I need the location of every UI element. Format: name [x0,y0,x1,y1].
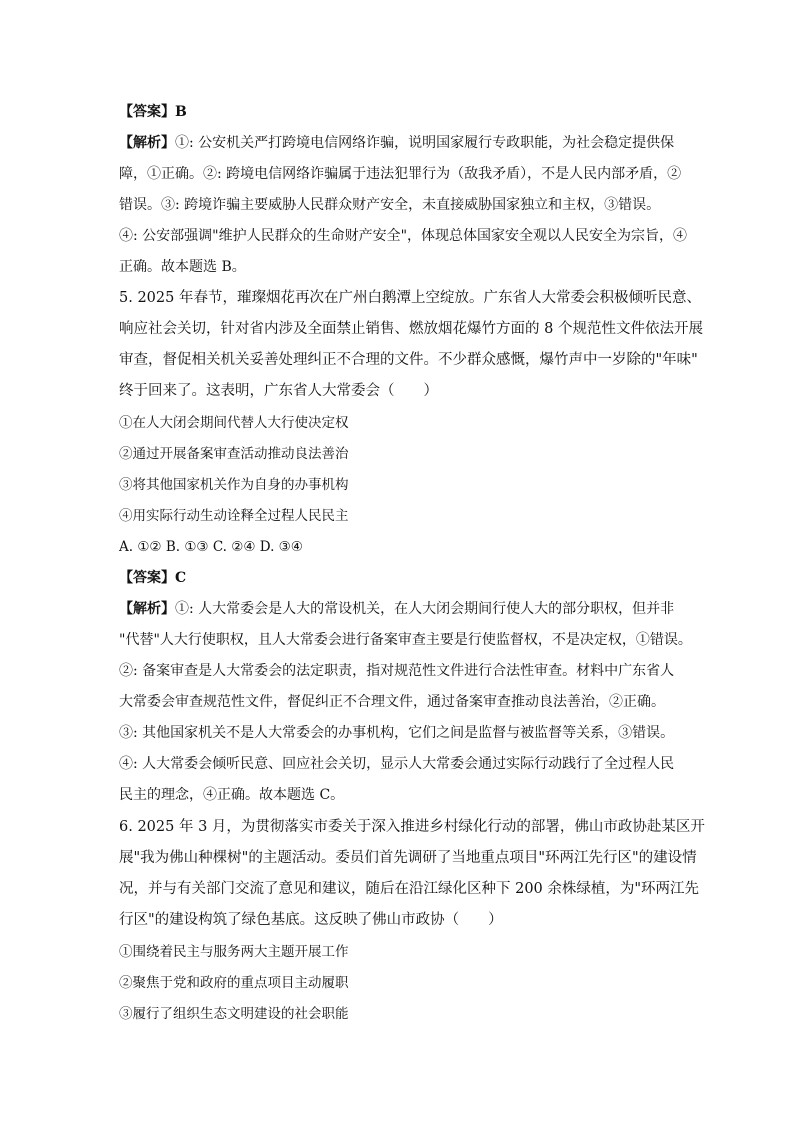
option-item: ③履行了组织生态文明建设的社会职能 [119,1006,349,1022]
question-stem-line: 5. 2025 年春节，璀璨烟花再次在广州白鹅潭上空绽放。广东省人大常委会积极倾听民意、 [119,290,701,306]
analysis-text: ①: 人大常委会是人大的常设机关，在人大闭会期间行使人大的部分职权，但并非 [175,601,675,617]
option-item: ④用实际行动生动诠释全过程人民民主 [119,508,349,524]
answer-label: 【答案】 [119,570,175,586]
answer-line [119,102,187,122]
analysis-line: "代替"人大行使职权，且人大常委会进行备案审查主要是行使监督权，不是决定权，①错误。 [119,632,692,648]
analysis-label: 【解析】 [119,601,175,617]
question-stem-line: 况，并与有关部门交流了意见和建议，随后在沿江绿化区种下 200 余株绿植，为"环两江先 [119,881,700,897]
analysis-line: ②: 备案审查是人大常委会的法定职责，指对规范性文件进行合法性审查。材料中广东省人 [119,663,675,679]
question-stem-line: 终于回来了。这表明，广东省人大常委会（ ） [119,383,438,399]
option-item: ②通过开展备案审查活动推动良法善治 [119,446,349,462]
analysis-line: ④: 人大常委会倾听民意、回应社会关切，显示人大常委会通过实际行动践行了全过程人民 [119,756,675,772]
option-item: ②聚焦于党和政府的重点项目主动履职 [119,975,349,991]
answer-value: B [175,104,187,120]
option-item: ①围绕着民主与服务两大主题开展工作 [119,944,349,960]
analysis-line: 大常委会审查规范性文件，督促纠正不合理文件，通过备案审查推动良法善治，②正确。 [119,694,665,710]
question-stem-line: 审查，督促相关机关妥善处理纠正不合理的文件。不少群众感慨，爆竹声中一岁除的"年味" [119,352,698,368]
analysis-label: 【解析】 [119,135,175,151]
answer-value: C [175,570,187,586]
question-stem-line: 6. 2025 年 3 月，为贯彻落实市委关于深入推进乡村绿化行动的部署，佛山市政协赴某区开 [119,819,705,835]
analysis-line: ③: 其他国家机关不是人大常委会的办事机构，它们之间是监督与被监督等关系，③错误。 [119,725,675,741]
question-stem-line: 行区"的建设构筑了绿色基底。这反映了佛山市政协（ ） [119,912,503,928]
analysis-line [119,133,674,153]
analysis-line: 民主的理念，④正确。故本题选 C。 [119,787,345,803]
answer-line [119,568,186,588]
analysis-line: 错误。③: 跨境诈骗主要威胁人民群众财产安全，未直接威胁国家独立和主权，③错误。 [119,197,661,213]
question-stem-line: 展"我为佛山种棵树"的主题活动。委员们首先调研了当地重点项目"环两江先行区"的建设情 [119,850,697,866]
analysis-line [119,599,674,619]
analysis-line: 障，①正确。②: 跨境电信网络诈骗属于违法犯罪行为（敌我矛盾），不是人民内部矛盾，② [119,166,682,182]
option-item: ③将其他国家机关作为自身的办事机构 [119,477,349,493]
analysis-text: ①: 公安机关严打跨境电信网络诈骗，说明国家履行专政职能，为社会稳定提供保 [175,135,675,151]
analysis-line: ④: 公安部强调"维护人民群众的生命财产安全"，体现总体国家安全观以人民安全为宗旨，④ [119,228,688,244]
analysis-line: 正确。故本题选 B。 [119,259,246,275]
option-item: ①在人大闭会期间代替人大行使决定权 [119,415,349,431]
answer-label: 【答案】 [119,104,175,120]
question-stem-line: 响应社会关切，针对省内涉及全面禁止销售、燃放烟花爆竹方面的 8 个规范性文件依法开展 [119,321,703,337]
choice-row: A. ①② B. ①③ C. ②④ D. ③④ [119,539,303,555]
